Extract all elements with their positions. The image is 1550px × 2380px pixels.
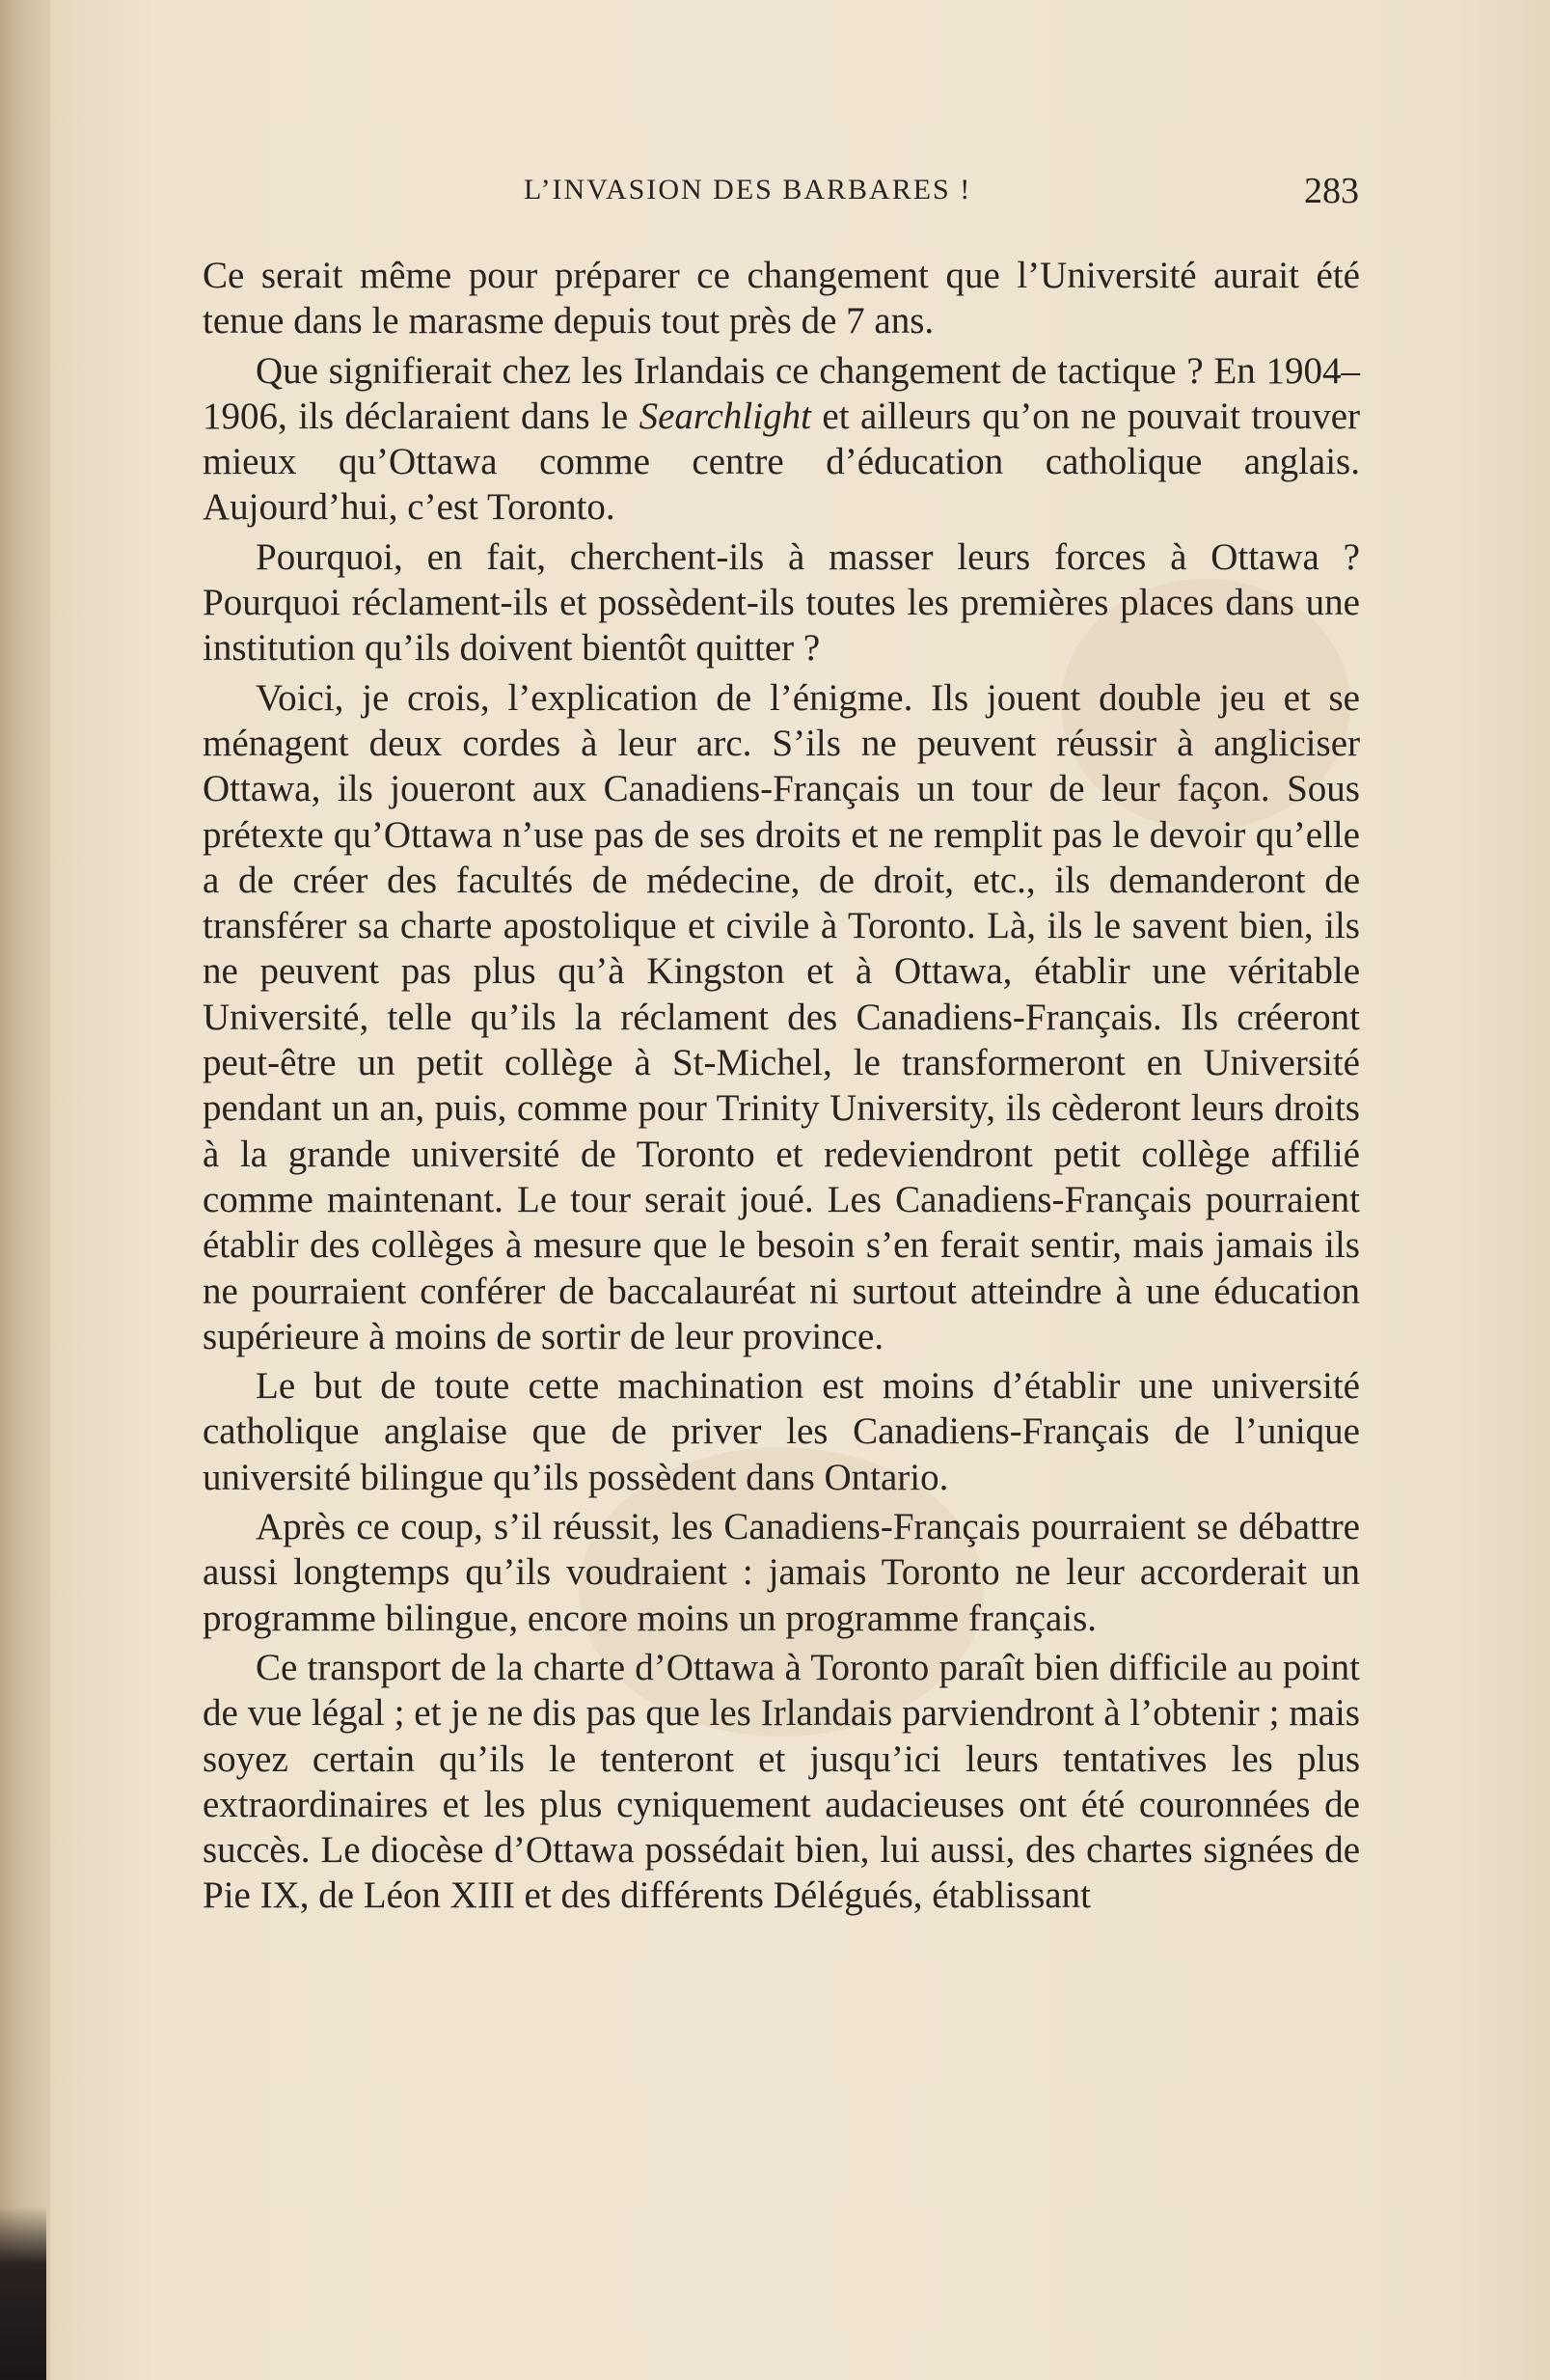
book-spine <box>0 0 50 2380</box>
chapter-title: L’INVASION DES BARBARES ! <box>524 174 972 205</box>
paragraph: Voici, je crois, l’explication de l’énigme. Ils jouent double jeu et se ménagent deux cordes à leur arc. S’ils ne peuvent réussir à angliciser Ottawa, ils joueront aux Canadiens-Français un tour de leur façon. Sous prétexte qu’Ottawa n’use pas de ses droits et ne remplit pas le devoir qu’elle a de créer des facultés de médecine, de droit, etc., ils demanderont de transférer sa charte apostolique et civile à Toronto. Là, ils le savent bien, ils ne peuvent pas plus qu’à Kingston et à Ottawa, établir une véritable Université, telle qu’ils la réclament des Canadiens-Français. Ils créeront peut-être un petit collège à St-Michel, le transformeront en Université pendant un an, puis, comme pour Trinity University, ils cèderont leurs droits à la grande université de Toronto et redeviendront petit collège affilié comme maintenant. Le tour serait joué. Les Canadiens-Français pourraient établir des collèges à mesure que le besoin s’en ferait sentir, mais jamais ils ne pourraient conférer de baccalauréat ni surtout atteindre à une éducation supérieure à moins de sortir de leur province. <box>203 676 1360 1357</box>
paragraph: Pourquoi, en fait, cherchent-ils à masser leurs forces à Ottawa ? Pourquoi réclament-ils et possèdent-ils toutes les premières places dans une institution qu’ils doivent bientôt quitter ? <box>203 535 1360 670</box>
paragraph: Ce transport de la charte d’Ottawa à Toronto paraît bien difficile au point de vue légal ; et je ne dis pas que les Irlandais parviendront à l’obtenir ; mais soyez certain qu’ils le tenteront et jusqu’ici leurs tentatives les plus extraordinaires et les plus cyniquement audacieuses ont été couronnées de succès. Le diocèse d’Ottawa possédait bien, lui aussi, des chartes signées de Pie IX, de Léon XIII et des différents Délégués, établissant <box>203 1646 1360 1917</box>
spine-shadow <box>0 2206 46 2380</box>
paragraph: Le but de toute cette machination est moins d’établir une université catholique anglaise que de priver les Canadiens-Français de l’unique université bilingue qu’ils possèdent dans Ontario. <box>203 1365 1360 1498</box>
page-number: 283 <box>1304 171 1359 211</box>
paragraph: Que signifierait chez les Irlandais ce changement de tactique ? En 1904–1906, ils déclaraient dans le Searchlight et ailleurs qu’on ne pouvait trouver mieux qu’Ottawa comme centre d’éducation catholique anglais. Aujourd’hui, c’est Toronto. <box>203 349 1360 529</box>
paragraph: Ce serait même pour préparer ce changement que l’Université aurait été tenue dans le marasme depuis tout près de 7 ans. <box>203 255 1360 342</box>
italic-title: Searchlight <box>639 395 811 437</box>
paragraph: Après ce coup, s’il réussit, les Canadiens-Français pourraient se débattre aussi longtemps qu’ils voudraient : jamais Toronto ne leur accorderait un programme bilingue, encore moins un programme français. <box>203 1506 1360 1639</box>
running-head <box>0 170 1550 218</box>
body-text <box>203 253 1360 1923</box>
